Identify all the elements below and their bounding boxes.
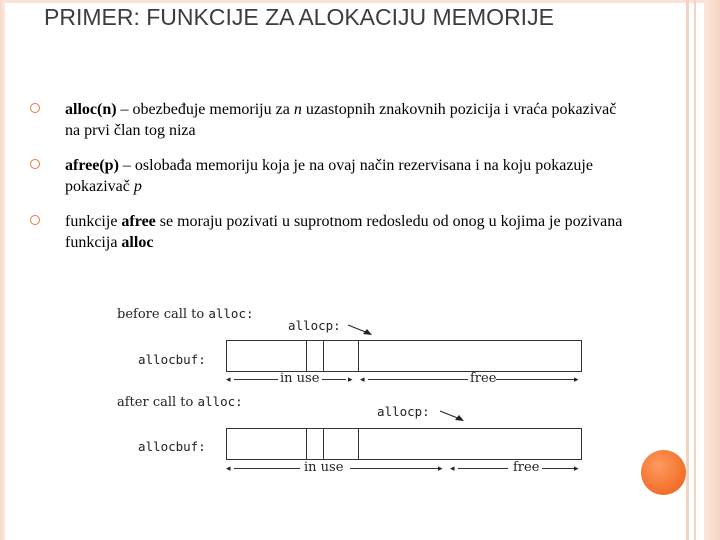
allocbuf-after <box>226 428 582 460</box>
allocp-arrow-icon <box>346 322 376 338</box>
arrow-left-icon: ◂ <box>450 463 455 473</box>
arrow-line <box>322 379 346 380</box>
allocbuf-label: allocbuf: <box>138 352 206 367</box>
allocp-arrow-icon <box>438 408 468 424</box>
variable-n: n <box>293 101 302 118</box>
arrow-line <box>458 468 508 469</box>
frame-right-border <box>704 0 720 540</box>
arrow-left-icon: ◂ <box>226 463 231 473</box>
in-use-label: in use <box>280 371 320 386</box>
bullet-afree <box>30 155 630 197</box>
cell-divider <box>306 341 307 371</box>
variable-p: p <box>133 178 142 195</box>
arrow-line <box>542 468 574 469</box>
arrow-right-icon: ▸ <box>574 463 579 473</box>
bullet-order <box>30 211 630 253</box>
cell-divider <box>323 429 324 459</box>
bullet-text: uzastopnih znakovnih pozicija i vraća pokazivač na prvi član tog niza <box>65 101 617 139</box>
before-call-code: alloc: <box>208 306 254 321</box>
slide-title: PRIMER: FUNKCIJE ZA ALOKACIJU MEMORIJE <box>44 4 554 30</box>
arrow-line <box>350 468 438 469</box>
bullet-text: oslobađa memoriju koja je na ovaj način rezervisana i na koju pokazuje pokazivač <box>65 157 593 195</box>
in-use-label: in use <box>304 460 344 475</box>
function-name-afree: afree(p) <box>65 157 119 174</box>
separator: – <box>118 157 135 174</box>
bullet-circle-icon <box>30 103 40 113</box>
bullet-alloc <box>30 99 630 141</box>
allocbuf-label: allocbuf: <box>138 439 206 454</box>
bullet-circle-icon <box>30 215 40 225</box>
frame-right-stripe <box>694 0 696 540</box>
cell-divider <box>358 429 359 459</box>
after-call-label <box>117 394 243 411</box>
bullet-circle-icon <box>30 159 40 169</box>
arrow-left-icon: ◂ <box>360 374 365 384</box>
arrow-right-icon: ▸ <box>438 463 443 473</box>
allocp-label: allocp: <box>288 318 341 333</box>
bullet-text: se moraju pozivati u suprotnom redosledu od onog u kojima je pozivana funkcija <box>65 213 623 251</box>
bullet-text: funkcije <box>65 213 122 230</box>
free-label: free <box>470 371 497 386</box>
memory-diagram <box>110 300 590 485</box>
after-call-text: after call to <box>117 395 198 410</box>
frame-right-stripe <box>686 0 689 540</box>
frame-left-border <box>0 0 5 540</box>
function-name-alloc: alloc <box>121 234 154 251</box>
arrow-left-icon: ◂ <box>226 374 231 384</box>
before-call-label <box>117 306 254 323</box>
arrow-line <box>234 468 300 469</box>
free-boundary <box>358 341 359 371</box>
allocp-label: allocp: <box>377 404 430 419</box>
before-call-text: before call to <box>117 307 209 322</box>
arrow-right-icon: ▸ <box>574 374 579 384</box>
decorative-orange-circle <box>641 450 686 495</box>
separator: – <box>116 101 133 118</box>
arrow-line <box>234 379 278 380</box>
cell-divider <box>323 341 324 371</box>
arrow-line <box>496 379 574 380</box>
bullet-list <box>30 99 630 267</box>
free-label: free <box>513 460 540 475</box>
bullet-text: obezbeđuje memoriju za <box>132 101 294 118</box>
after-call-code: alloc: <box>197 394 243 409</box>
function-name-alloc: alloc(n) <box>65 101 117 118</box>
allocbuf-before <box>226 340 582 372</box>
cell-divider <box>306 429 307 459</box>
arrow-right-icon: ▸ <box>348 374 353 384</box>
function-name-afree: afree <box>121 213 156 230</box>
arrow-line <box>368 379 468 380</box>
